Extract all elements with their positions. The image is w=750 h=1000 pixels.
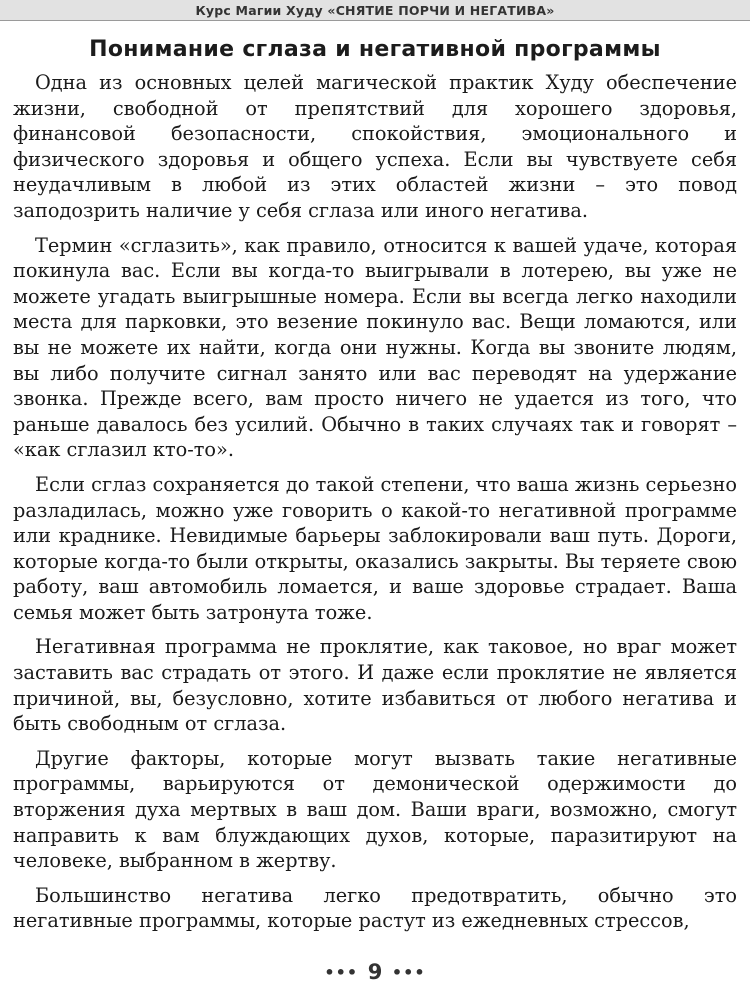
page-body <box>13 34 737 943</box>
running-header-title: Курс Магии Худу «СНЯТИЕ ПОРЧИ И НЕГАТИВА» <box>195 3 555 18</box>
page-footer <box>0 960 750 990</box>
paragraph: Одна из основных целей магической практик Худу обеспечение жизни, свободной от препятствий для хорошего здоровья, финансовой безопасности, спокойствия, эмоционального и физического здоровья и общего успеха. Если вы чувствуете себя неудачливым в любой из этих областей жизни – это повод заподозрить наличие у себя сглаза или иного негатива. <box>13 71 737 222</box>
page-number: 9 <box>367 960 383 984</box>
footer-ornament-left: ••• <box>324 962 359 982</box>
paragraph: Если сглаз сохраняется до такой степени, что ваша жизнь серьезно разладилась, можно уже говорить о какой-то негативной программе или краднике. Невидимые барьеры заблокировали ваш путь. Дороги, которые когда-то были открыты, оказались закрыты. Вы теряете свою работу, ваш автомобиль ломается, и ваше здоровье страдает. Ваша семья может быть затронута тоже. <box>13 472 737 624</box>
paragraph: Термин «сглазить», как правило, относится к вашей удаче, которая покинула вас. Если вы когда-то выигрывали в лотерею, вы уже не можете угадать выигрышные номера. Если вы всегда легко находили места для парковки, это везение покинуло вас. Вещи ломаются, или вы не можете их найти, когда они нужны. Когда вы звоните людям, вы либо получите сигнал занято или вас переводят на удержание звонка. Прежде всего, вам просто ничего не удается из того, что раньше давалось без усилий. Обычно в таких случаях так и говорят – «как сглазил кто-то». <box>13 233 737 462</box>
footer-ornament-right: ••• <box>391 962 426 982</box>
paragraph: Другие факторы, которые могут вызвать такие негативные программы, варьируются от демонической одержимости до вторжения духа мертвых в ваш дом. Ваши враги, возможно, смогут направить к вам блуждающих духов, которые, паразитируют на человеке, выбранном в жертву. <box>13 746 737 873</box>
paragraph: Большинство негатива легко предотвратить, обычно это негативные программы, которые растут из ежедневных стрессов, <box>13 883 737 933</box>
section-title: Понимание сглаза и негативной программы <box>89 37 661 62</box>
paragraph: Негативная программа не проклятие, как таковое, но враг может заставить вас страдать от этого. И даже если проклятие не является причиной, вы, безусловно, хотите избавиться от любого негатива и быть свободным от сглаза. <box>13 635 737 736</box>
running-header <box>0 0 750 21</box>
